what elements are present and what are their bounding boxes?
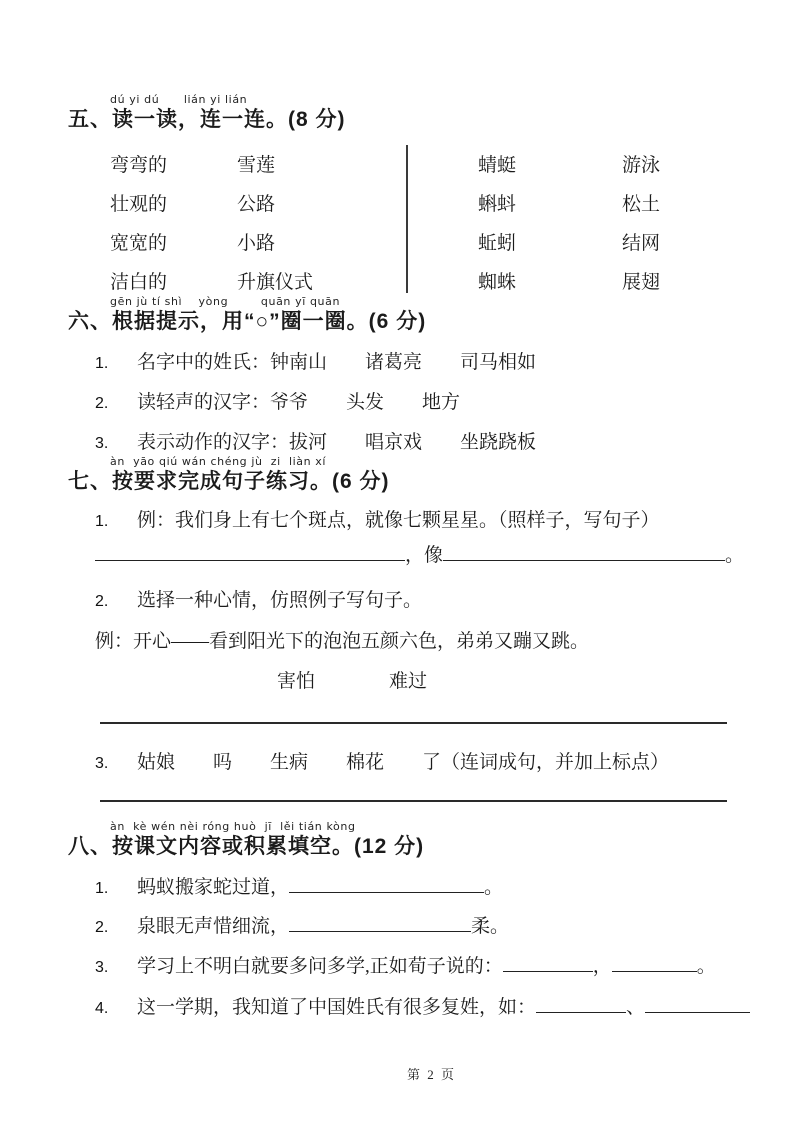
matching-item: 洁白的 — [110, 272, 168, 293]
section-7-number: 七、 — [68, 470, 112, 493]
matching-item: 升旗仪式 — [237, 272, 314, 293]
question-text: 姑娘 吗 生病 棉花 了（连词成句，并加上标点） — [137, 752, 670, 773]
question-text: 名字中的姓氏：钟南山 诸葛亮 司马相如 — [137, 352, 537, 373]
matching-col-animals — [478, 154, 516, 310]
question-text: 选择一种心情，仿照例子写句子。 — [137, 590, 423, 611]
question-item — [95, 588, 422, 615]
answer-line[interactable] — [100, 722, 727, 724]
section-8-title: 按课文内容或积累填空。(12 分) — [112, 835, 425, 858]
question-text: 表示动作的汉字：拔河 唱京戏 坐跷跷板 — [137, 432, 537, 453]
section-7-title: 按要求完成句子练习。(6 分) — [112, 470, 390, 493]
section-5-number: 五、 — [68, 108, 112, 131]
section-5-title-line — [68, 106, 346, 133]
question-number: 1. — [95, 513, 109, 530]
question-text: 学习上不明白就要多问多学,正如荀子说的： — [137, 956, 503, 977]
section-7-header — [68, 456, 390, 495]
answer-blank[interactable] — [612, 951, 697, 972]
question-text: 例：我们身上有七个斑点，就像七颗星星。（照样子，写句子） — [137, 510, 660, 531]
matching-item: 小路 — [237, 233, 276, 254]
question-number: 3. — [95, 959, 109, 976]
question-item — [95, 951, 716, 981]
matching-col-nouns — [237, 154, 313, 310]
matching-divider — [406, 145, 408, 293]
section-7-pinyin: àn yāo qiú wán chéng jù zi liàn xí — [110, 455, 327, 468]
question-number: 2. — [95, 919, 109, 936]
section-7-title-line — [68, 468, 390, 495]
section-8-pinyin: àn kè wén nèi róng huò jī lěi tián kòng — [110, 820, 356, 833]
answer-blank[interactable] — [289, 872, 484, 893]
page-number: 第 2 页 — [406, 1067, 456, 1082]
question-number: 4. — [95, 1000, 109, 1017]
question-item — [95, 390, 460, 417]
section-8-title-line — [68, 833, 424, 860]
question-item — [95, 430, 536, 457]
question-text: 蚂蚁搬家蛇过道， — [137, 877, 290, 898]
question-item — [95, 508, 660, 535]
question-number: 3. — [95, 435, 109, 452]
section-5-header — [68, 94, 346, 133]
question-item — [95, 911, 509, 941]
section-6-title: 根据提示，用“○”圈一圈。(6 分) — [112, 310, 427, 333]
question-text: ， — [592, 956, 612, 977]
example-sentence: 例：开心——看到阳光下的泡泡五颜六色，弟弟又蹦又跳。 — [95, 631, 590, 652]
question-item — [95, 992, 750, 1022]
question-text: 读轻声的汉字：爷爷 头发 地方 — [137, 392, 461, 413]
section-6-number: 六、 — [68, 310, 112, 333]
matching-item: 蚯蚓 — [478, 233, 517, 254]
matching-item: 公路 — [237, 194, 276, 215]
question-item — [95, 350, 536, 377]
question-number: 2. — [95, 395, 109, 412]
section-8-header — [68, 821, 424, 860]
matching-item: 雪莲 — [237, 155, 276, 176]
matching-item: 结网 — [622, 233, 661, 254]
matching-item: 壮观的 — [110, 194, 168, 215]
question-number: 2. — [95, 593, 109, 610]
question-item — [95, 872, 503, 902]
emotion-option: 害怕 — [277, 671, 316, 692]
question-text: 。 — [484, 877, 504, 898]
question-item — [95, 750, 669, 777]
matching-item: 蜻蜓 — [478, 155, 517, 176]
question-text: 泉眼无声惜细流， — [137, 916, 290, 937]
question-number: 1. — [95, 355, 109, 372]
fill-connector: ，像 — [405, 545, 444, 566]
matching-col-actions — [622, 154, 660, 310]
question-number: 1. — [95, 880, 109, 897]
matching-item: 蝌蚪 — [478, 194, 517, 215]
answer-blank[interactable] — [503, 951, 593, 972]
matching-item: 展翅 — [622, 272, 661, 293]
answer-blank[interactable] — [536, 992, 626, 1013]
matching-item: 蜘蛛 — [478, 272, 517, 293]
matching-item: 松土 — [622, 194, 661, 215]
question-text: 柔。 — [471, 916, 510, 937]
emotion-option: 难过 — [389, 671, 428, 692]
question-number: 3. — [95, 755, 109, 772]
matching-item: 游泳 — [622, 155, 661, 176]
section-8-number: 八、 — [68, 835, 112, 858]
question-text: 。 — [696, 956, 716, 977]
section-5-pinyin: dú yi dú lián yi lián — [110, 93, 248, 106]
answer-blank[interactable] — [645, 992, 750, 1013]
section-6-pinyin: gēn jù tí shì yòng quān yī quān — [110, 295, 341, 308]
answer-line[interactable] — [100, 800, 727, 802]
matching-col-adjectives — [110, 154, 167, 310]
section-6-title-line — [68, 308, 426, 335]
matching-item: 弯弯的 — [110, 155, 168, 176]
matching-item: 宽宽的 — [110, 233, 168, 254]
question-text: 这一学期，我知道了中国姓氏有很多复姓，如： — [137, 997, 537, 1018]
answer-blank[interactable] — [95, 540, 405, 561]
question-text: 、 — [626, 997, 646, 1018]
fill-period: 。 — [725, 545, 745, 566]
answer-blank[interactable] — [443, 540, 725, 561]
section-6-header — [68, 296, 426, 335]
fill-in-sentence-line — [95, 540, 744, 567]
section-5-title: 读一读，连一连。(8 分) — [112, 108, 346, 131]
answer-blank[interactable] — [289, 911, 471, 932]
